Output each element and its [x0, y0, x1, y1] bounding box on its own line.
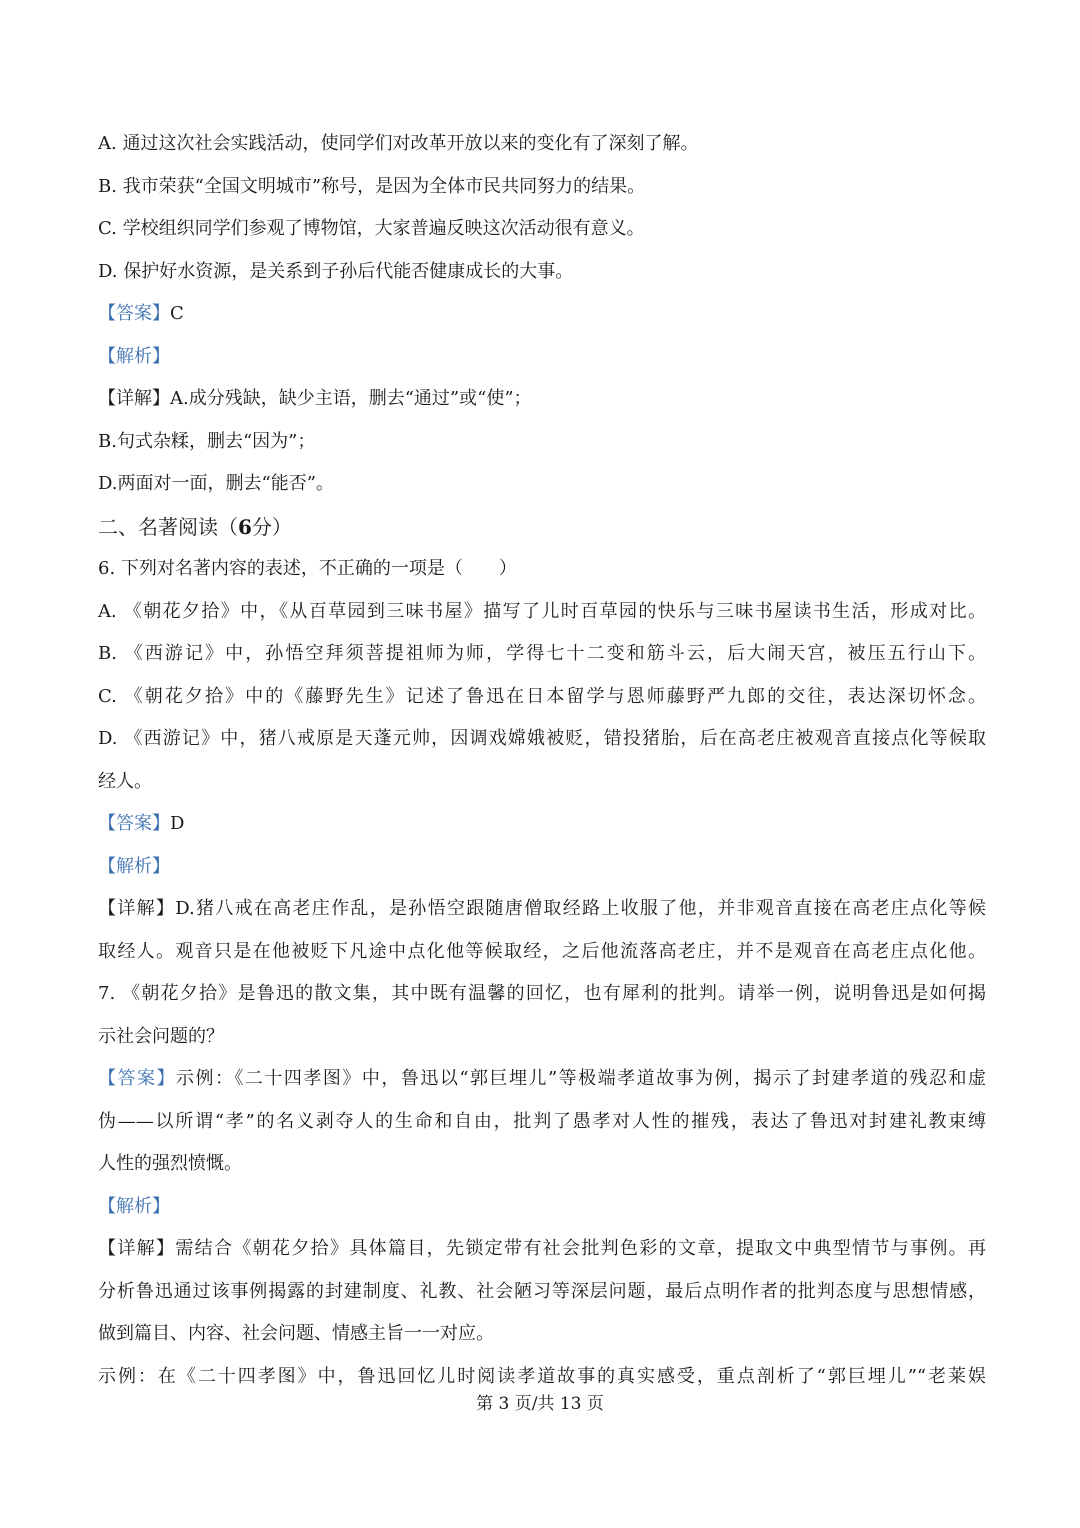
- q7-stem-line-1: 7. 《朝花夕拾》是鲁迅的散文集，其中既有温馨的回忆，也有犀利的批判。请举一例，说明鲁迅是如何揭: [98, 983, 986, 1004]
- q6-option-a: A. 《朝花夕拾》中，《从百草园到三味书屋》描写了儿时百草园的快乐与三味书屋读书生活，形成对比。: [98, 600, 986, 622]
- q6-option-d-continued: 经人。: [98, 770, 152, 792]
- q6-answer: [98, 803, 986, 846]
- page-number-footer: 第 3 页/共 13 页: [476, 1394, 604, 1414]
- detail-tag: 【详解】: [98, 388, 170, 409]
- q6-stem: 6. 下列对名著内容的表述，不正确的一项是（ ）: [98, 558, 517, 579]
- q5-detail-line-2: B.句式杂糅，删去“因为”；: [98, 430, 316, 452]
- q5-detail-text-1: A.成分残缺，缺少主语，删去“通过”或“使”；: [170, 388, 532, 409]
- q7-answer-line-1: [98, 1058, 986, 1101]
- page-content: [98, 123, 986, 1398]
- q5-answer-value: C: [170, 303, 184, 324]
- q6-option-c: C. 《朝花夕拾》中的《藤野先生》记述了鲁迅在日本留学与恩师藤野严九郎的交往，表达深切怀念。: [98, 685, 986, 707]
- q7-detail-line-1: [98, 1228, 986, 1271]
- q5-option-a: A. 通过这次社会实践活动，使同学们对改革开放以来的变化有了深刻了解。: [98, 133, 699, 154]
- analysis-tag: 【解析】: [98, 345, 170, 367]
- detail-tag: 【详解】: [98, 898, 176, 919]
- section-heading-suffix: 分）: [251, 514, 292, 539]
- q7-detail-line-2: 分析鲁迅通过该事例揭露的封建制度、礼教、社会陋习等深层问题，最后点明作者的批判态度与思想情感，: [98, 1280, 986, 1302]
- q5-detail-line-3: D.两面对一面，删去“能否”。: [98, 473, 334, 494]
- analysis-tag: 【解析】: [98, 1195, 170, 1217]
- q5-option-d: D. 保护好水资源，是关系到子孙后代能否健康成长的大事。: [98, 260, 574, 282]
- q7-answer-line-3: 人性的强烈愤慨。: [98, 1153, 242, 1174]
- detail-tag: 【详解】: [98, 1238, 176, 1259]
- answer-tag: 【答案】: [98, 1068, 176, 1089]
- answer-tag: 【答案】: [98, 813, 170, 834]
- q7-example-line: 示例：在《二十四孝图》中，鲁迅回忆儿时阅读孝道故事的真实感受，重点剖析了“郭巨埋儿”“老莱娱: [98, 1365, 986, 1387]
- q5-option-c: C. 学校组织同学们参观了博物馆，大家普遍反映这次活动很有意义。: [98, 218, 645, 239]
- analysis-tag: 【解析】: [98, 855, 170, 877]
- q6-detail-line-1: [98, 888, 986, 931]
- q6-answer-value: D: [170, 813, 185, 834]
- section-heading-score: 6: [238, 514, 252, 539]
- q6-analysis: [98, 846, 986, 889]
- q6-detail-text-1: D.猪八戒在高老庄作乱，是孙悟空跟随唐僧取经路上收服了他，并非观音直接在高老庄点化等候: [175, 898, 986, 919]
- q7-detail-text-1: 需结合《朝花夕拾》具体篇目，先锁定带有社会批判色彩的文章，提取文中典型情节与事例。再: [175, 1238, 986, 1259]
- q5-answer: [98, 293, 986, 336]
- q6-option-d: D. 《西游记》中，猪八戒原是天蓬元帅，因调戏嫦娥被贬，错投猪胎，后在高老庄被观音直接点化等候取: [98, 728, 986, 749]
- q7-answer-line-2: 伪——以所谓“孝”的名义剥夺人的生命和自由，批判了愚孝对人性的摧残，表达了鲁迅对封建礼教束缚: [98, 1110, 986, 1132]
- q5-option-b: B. 我市荣获“全国文明城市”称号，是因为全体市民共同努力的结果。: [98, 175, 646, 197]
- q5-detail-line-1: [98, 378, 986, 421]
- q7-detail-line-3: 做到篇目、内容、社会问题、情感主旨一一对应。: [98, 1323, 494, 1344]
- q6-option-b: B. 《西游记》中，孙悟空拜须菩提祖师为师，学得七十二变和筋斗云，后大闹天宫，被压五行山下。: [98, 643, 986, 664]
- section-heading-prefix: 二、名著阅读（: [98, 514, 238, 539]
- q6-detail-line-2: 取经人。观音只是在他被贬下凡途中点化他等候取经，之后他流落高老庄，并不是观音在高老庄点化他。: [98, 940, 986, 962]
- q7-analysis: [98, 1186, 986, 1229]
- section-heading: [98, 506, 986, 549]
- answer-tag: 【答案】: [98, 303, 170, 324]
- q7-stem-line-2: 示社会问题的？: [98, 1025, 224, 1047]
- q7-answer-text-1: 示例：《二十四孝图》中，鲁迅以“郭巨埋儿”等极端孝道故事为例，揭示了封建孝道的残忍和虚: [175, 1068, 986, 1089]
- q5-analysis: [98, 336, 986, 379]
